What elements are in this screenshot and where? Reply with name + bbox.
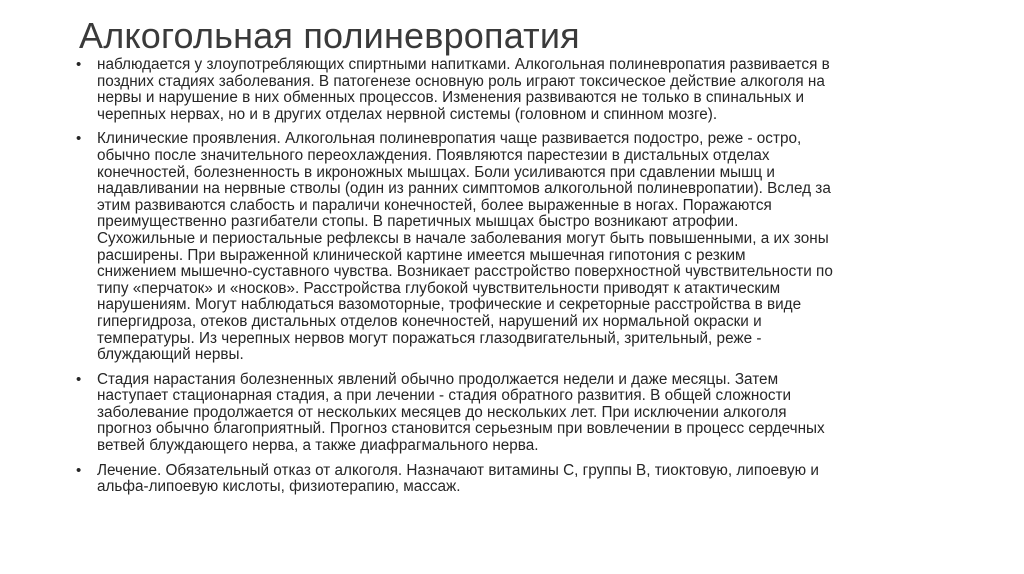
bullet-text-line: альфа-липоевую кислоты, физиотерапию, массаж. xyxy=(97,478,461,496)
bullet-text-line: Лечение. Обязательный отказ от алкоголя. Назначают витамины С, группы В, тиоктовую, липоевую и xyxy=(97,461,819,479)
bullet-text-line: поздних стадиях заболевания. В патогенезе основную роль играют токсическое действие алкоголя на xyxy=(97,72,825,90)
bullet-text-line: температуры. Из черепных нервов могут поражаться глазодвигательный, зрительный, реже - xyxy=(97,329,762,347)
bullet-text-line: заболевание продолжается от нескольких месяцев до нескольких лет. При исключении алкоголя xyxy=(97,403,787,421)
bullet-text-line: прогноз обычно благоприятный. Прогноз становится серьезным при вовлечении в процесс сердечных xyxy=(97,420,825,438)
bullet-dot: • xyxy=(76,56,82,73)
bullet-text-line: расширены. При выраженной клинической картине имеется мышечная гипотония с резким xyxy=(97,246,746,264)
bullet-text-line: нарушениям. Могут наблюдаться вазомоторные, трофические и секреторные расстройства в виде xyxy=(97,296,802,314)
bullet-text-line: Клинические проявления. Алкогольная полиневропатия чаще развивается подостро, реже - остро, xyxy=(97,130,802,148)
bullet-text-line: блуждающий нервы. xyxy=(97,346,244,364)
bullet-text-line: ветвей блуждающего нерва, а также диафрагмального нерва. xyxy=(97,437,539,455)
bullet-text-line: этим развиваются слабость и параличи конечностей, более выраженные в ногах. Поражаются xyxy=(97,196,772,214)
bullet-text-line: наблюдается у злоупотребляющих спиртными напитками. Алкогольная полиневропатия развивается в xyxy=(97,56,830,73)
bullet-dot: • xyxy=(76,130,82,148)
bullet-list xyxy=(76,57,956,504)
bullet-text-line: гипергидроза, отеков дистальных отделов конечностей, нарушений их нормальной окраски и xyxy=(97,312,762,330)
bullet-text-line: Стадия нарастания болезненных явлений обычно продолжается недели и даже месяцы. Затем xyxy=(97,370,779,388)
slide-title: Алкогольная полиневропатия xyxy=(79,15,580,56)
bullet-item xyxy=(76,57,956,123)
bullet-text-line: обычно после значительного переохлаждения. Появляются парестезии в дистальных отделах xyxy=(97,146,770,164)
bullet-text-line: черепных нервах, но и в других отделах нервной системы (головном и спинном мозге). xyxy=(97,105,718,123)
bullet-text-line: надавливании на нервные стволы (один из ранних симптомов алкогольной полиневропатии). Вслед за xyxy=(97,180,831,198)
bullet-text-line: типу «перчаток» и «носков». Расстройства глубокой чувствительности приводят к атактическим xyxy=(97,279,781,297)
bullet-text-line: преимущественно разгибатели стопы. В паретичных мышцах быстро возникают атрофии. xyxy=(97,213,739,231)
bullet-text-line: конечностей, болезненность в икроножных мышцах. Боли усиливаются при сдавлении мышц и xyxy=(97,163,775,181)
bullet-text-line: наступает стационарная стадия, а при лечении - стадия обратного развития. В общей сложности xyxy=(97,387,792,405)
bullet-dot: • xyxy=(76,370,82,388)
bullet-text-line: нервы и нарушение в них обменных процессов. Изменения развиваются не только в спинальных и xyxy=(97,89,805,107)
bullet-dot: • xyxy=(76,461,82,479)
bullet-text-line: снижением мышечно-суставного чувства. Возникает расстройство поверхностной чувствительности по xyxy=(97,263,833,281)
bullet-item xyxy=(76,463,956,496)
bullet-item xyxy=(76,131,956,363)
bullet-item xyxy=(76,372,956,455)
bullet-text-line: Сухожильные и периостальные рефлексы в начале заболевания могут быть повышенными, а их зоны xyxy=(97,229,829,247)
